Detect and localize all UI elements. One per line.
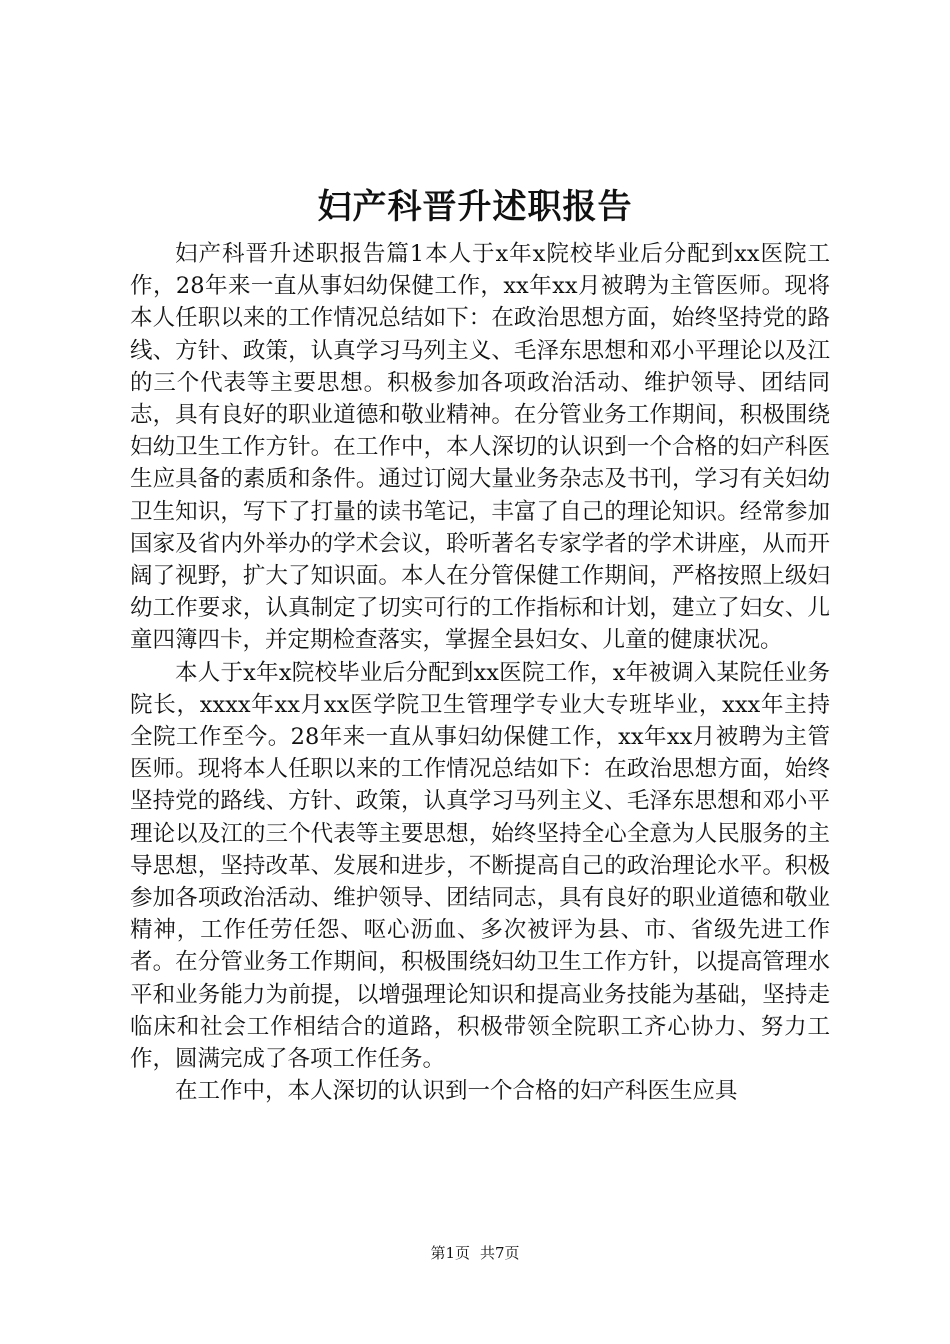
- paragraph-1: 妇产科晋升述职报告篇1本人于x年x院校毕业后分配到xx医院工作，28年来一直从事妇幼保健工作，xx年xx月被聘为主管医师。现将本人任职以来的工作情况总结如下：在政治思想方面，始终坚持党的路线、方针、政策，认真学习马列主义、毛泽东思想和邓小平理论以及江的三个代表等主要思想。积极参加各项政治活动、维护领导、团结同志，具有良好的职业道德和敬业精神。在分管业务工作期间，积极围绕妇幼卫生工作方针。在工作中，本人深切的认识到一个合格的妇产科医生应具备的素质和条件。通过订阅大量业务杂志及书刊，学习有关妇幼卫生知识，写下了打量的读书笔记，丰富了自己的理论知识。经常参加国家及省内外举办的学术会议，聆听著名专家学者的学术讲座，从而开阔了视野，扩大了知识面。本人在分管保健工作期间，严格按照上级妇幼工作要求，认真制定了切实可行的工作指标和计划，建立了妇女、儿童四簿四卡，并定期检查落实，掌握全县妇女、儿童的健康状况。: [130, 241, 830, 654]
- page-footer: [0, 1243, 950, 1263]
- document-body: [130, 238, 830, 1107]
- page-total: 共7页: [480, 1244, 520, 1262]
- document-title: 妇产科晋升述职报告: [317, 187, 633, 227]
- page-number: 第1页: [430, 1244, 470, 1262]
- paragraph-2: 本人于x年x院校毕业后分配到xx医院工作，x年被调入某院任业务院长，xxxx年xx月xx医学院卫生管理学专业大专班毕业，xxx年主持全院工作至今。28年来一直从事妇幼保健工作，xx年xx月被聘为主管医师。现将本人任职以来的工作情况总结如下：在政治思想方面，始终坚持党的路线、方针、政策，认真学习马列主义、毛泽东思想和邓小平理论以及江的三个代表等主要思想，始终坚持全心全意为人民服务的主导思想，坚持改革、发展和进步，不断提高自己的政治理论水平。积极参加各项政治活动、维护领导、团结同志，具有良好的职业道德和敬业精神，工作任劳任怨、呕心沥血、多次被评为县、市、省级先进工作者。在分管业务工作期间，积极围绕妇幼卫生工作方针，以提高管理水平和业务能力为前提，以增强理论知识和提高业务技能为基础，坚持走临床和社会工作相结合的道路，积极带领全院职工齐心协力、努力工作，圆满完成了各项工作任务。: [130, 659, 830, 1073]
- paragraph-3: 在工作中，本人深切的认识到一个合格的妇产科医生应具: [175, 1078, 738, 1105]
